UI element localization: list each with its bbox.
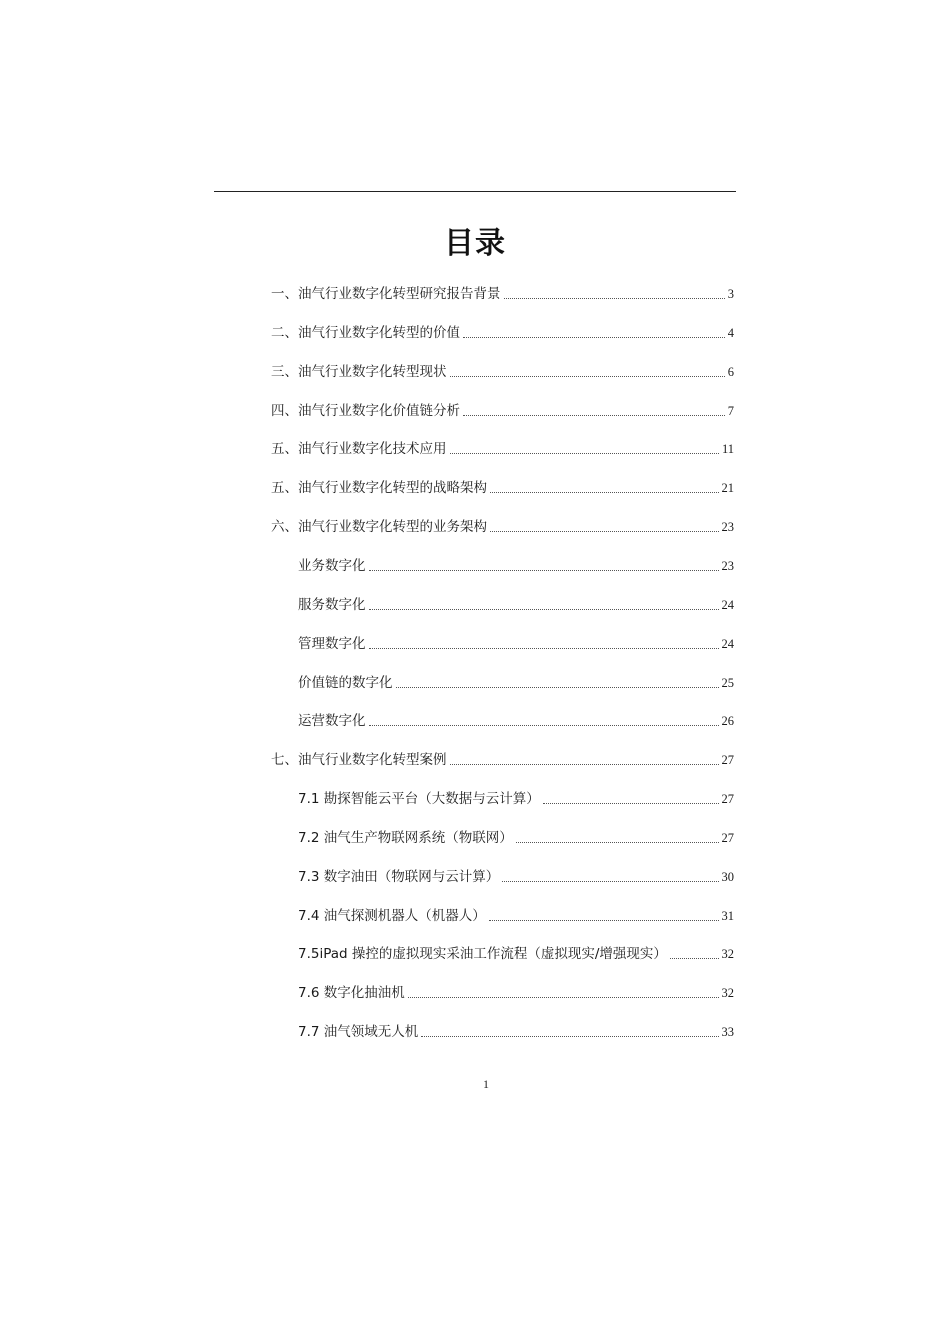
toc-entry-page: 11 bbox=[721, 442, 734, 457]
toc-leader-dots bbox=[463, 415, 725, 416]
toc-entry-page: 24 bbox=[721, 597, 734, 612]
toc-entry[interactable] bbox=[298, 555, 734, 575]
toc-title: 目录 bbox=[444, 226, 506, 261]
toc-entry-page: 32 bbox=[721, 986, 734, 1001]
toc-leader-dots bbox=[490, 531, 719, 532]
toc-entry[interactable] bbox=[298, 866, 734, 886]
toc-leader-dots bbox=[369, 570, 719, 571]
toc-entry-label: 7.5iPad 操控的虚拟现实采油工作流程（虚拟现实/增强现实） bbox=[298, 946, 667, 963]
toc-entry[interactable] bbox=[298, 594, 734, 614]
toc-entry-label: 管理数字化 bbox=[298, 635, 366, 652]
toc-entry[interactable] bbox=[298, 672, 734, 692]
toc-leader-dots bbox=[516, 842, 719, 843]
toc-entry-page: 27 bbox=[721, 753, 734, 768]
toc-leader-dots bbox=[450, 453, 719, 454]
toc-entry[interactable] bbox=[271, 283, 734, 303]
toc-entry[interactable] bbox=[298, 633, 734, 653]
toc-entry-label: 五、油气行业数字化转型的战略架构 bbox=[271, 480, 487, 497]
toc-entry[interactable] bbox=[271, 361, 734, 381]
toc-entry-page: 27 bbox=[721, 830, 734, 845]
toc-entry-label: 7.4 油气探测机器人（机器人） bbox=[298, 907, 486, 924]
toc-entry[interactable] bbox=[298, 982, 734, 1002]
toc-leader-dots bbox=[463, 337, 725, 338]
toc-entry-page: 7 bbox=[727, 403, 734, 418]
toc-entry[interactable] bbox=[271, 400, 734, 420]
toc-entry-page: 23 bbox=[721, 520, 734, 535]
toc-entry-page: 6 bbox=[727, 364, 734, 379]
toc-entry-label: 运营数字化 bbox=[298, 713, 366, 730]
toc-entry-label: 五、油气行业数字化技术应用 bbox=[271, 441, 447, 458]
toc-entry-label: 7.1 勘探智能云平台（大数据与云计算） bbox=[298, 791, 540, 808]
toc-entry[interactable] bbox=[271, 322, 734, 342]
toc-entry-label: 业务数字化 bbox=[298, 557, 366, 574]
toc-leader-dots bbox=[369, 725, 719, 726]
toc-leader-dots bbox=[408, 997, 719, 998]
toc-entry[interactable] bbox=[298, 827, 734, 847]
toc-leader-dots bbox=[369, 648, 719, 649]
toc-entry[interactable] bbox=[298, 905, 734, 925]
toc-entry-label: 7.3 数字油田（物联网与云计算） bbox=[298, 868, 500, 885]
toc-entry[interactable] bbox=[271, 749, 734, 769]
toc-entry-page: 24 bbox=[721, 636, 734, 651]
toc-leader-dots bbox=[670, 958, 719, 959]
toc-entry-page: 31 bbox=[721, 908, 734, 923]
toc-leader-dots bbox=[450, 376, 725, 377]
toc-entry-label: 7.2 油气生产物联网系统（物联网） bbox=[298, 829, 513, 846]
toc-leader-dots bbox=[490, 492, 719, 493]
toc-entry-page: 33 bbox=[721, 1025, 734, 1040]
toc-leader-dots bbox=[489, 920, 719, 921]
toc-entry-page: 4 bbox=[727, 325, 734, 340]
toc-entry-page: 30 bbox=[721, 869, 734, 884]
toc-entry-page: 3 bbox=[727, 287, 734, 301]
toc-entry-page: 32 bbox=[721, 947, 734, 962]
toc-entry[interactable] bbox=[298, 710, 734, 730]
toc-leader-dots bbox=[504, 298, 725, 299]
toc-entry-page: 21 bbox=[721, 481, 734, 496]
toc-entry-page: 27 bbox=[721, 792, 734, 807]
toc-entry[interactable] bbox=[271, 516, 734, 536]
toc-entry-label: 服务数字化 bbox=[298, 596, 366, 613]
toc-entry[interactable] bbox=[298, 1021, 734, 1041]
toc-leader-dots bbox=[450, 764, 719, 765]
toc-leader-dots bbox=[502, 881, 718, 882]
toc-entry-label: 7.6 数字化抽油机 bbox=[298, 985, 405, 1002]
toc-entry-label: 七、油气行业数字化转型案例 bbox=[271, 752, 447, 769]
toc-entry-label: 四、油气行业数字化价值链分析 bbox=[271, 402, 460, 419]
toc-leader-dots bbox=[396, 687, 719, 688]
toc-entry-label: 二、油气行业数字化转型的价值 bbox=[271, 324, 460, 341]
toc-entry-label: 六、油气行业数字化转型的业务架构 bbox=[271, 519, 487, 536]
toc-leader-dots bbox=[421, 1036, 718, 1037]
toc-leader-dots bbox=[369, 609, 719, 610]
toc-entry-page: 26 bbox=[721, 714, 734, 729]
toc-entry[interactable] bbox=[298, 943, 734, 963]
toc-entry-page: 25 bbox=[721, 675, 734, 690]
toc-entry[interactable] bbox=[271, 438, 734, 458]
toc-entry-label: 7.7 油气领域无人机 bbox=[298, 1024, 419, 1041]
toc-entry[interactable] bbox=[298, 788, 734, 808]
page-number: 1 bbox=[483, 1077, 489, 1091]
toc-entry-page: 23 bbox=[721, 558, 734, 573]
toc-entry-label: 价值链的数字化 bbox=[298, 674, 393, 691]
toc-leader-dots bbox=[543, 803, 719, 804]
toc-entry[interactable] bbox=[271, 477, 734, 497]
toc-entry-label: 一、油气行业数字化转型研究报告背景 bbox=[271, 286, 501, 302]
toc-entry-label: 三、油气行业数字化转型现状 bbox=[271, 363, 447, 380]
